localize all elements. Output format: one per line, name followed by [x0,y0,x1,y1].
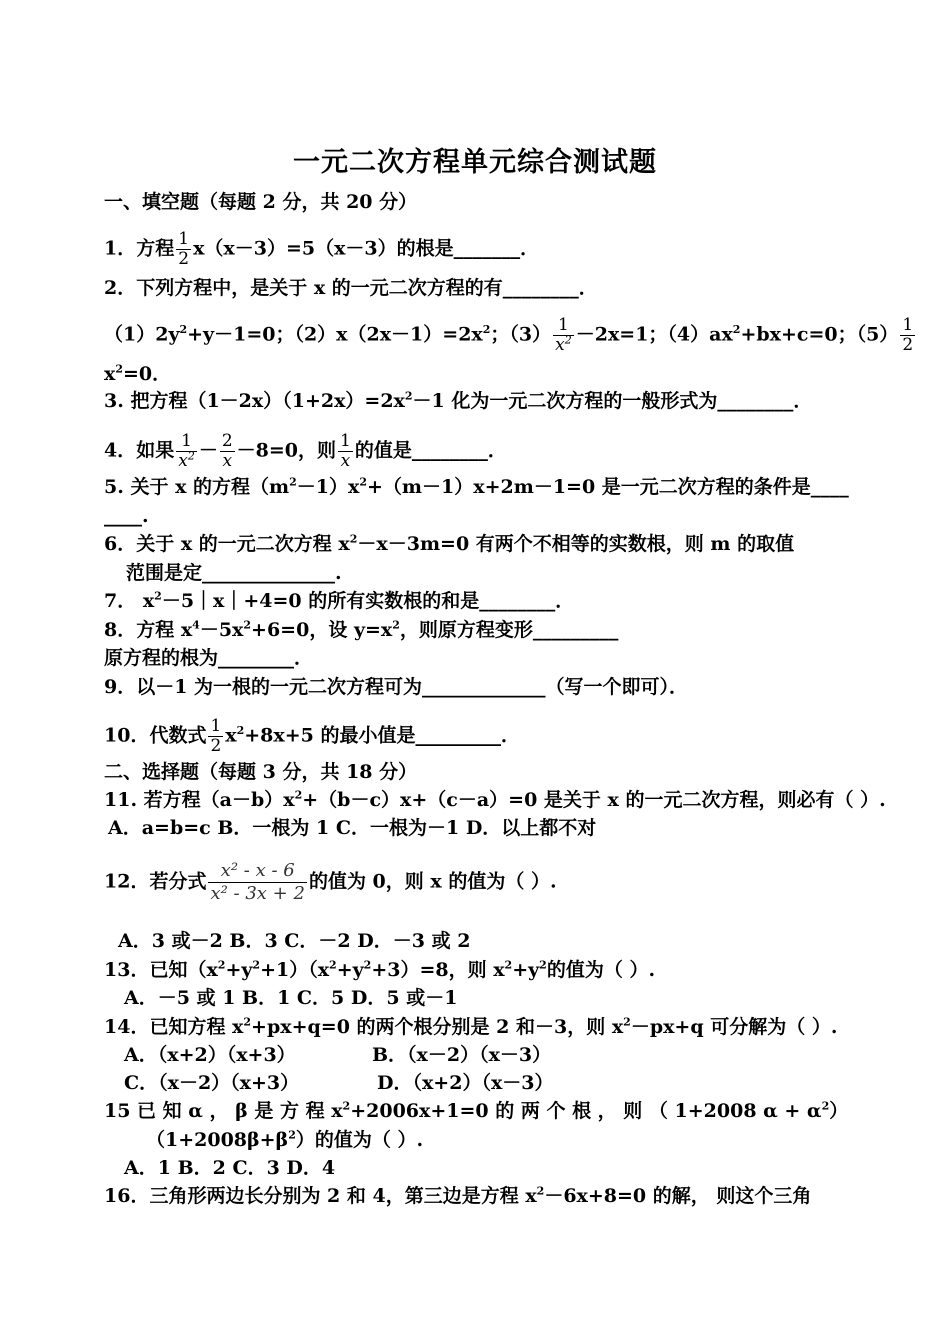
question-4: 4．如果 $\frac{1}{x^2}$ － $\frac{2}{x}$ －8=0，则 $\frac{1}{x}$ 的值是________． [104,431,507,471]
question-8: 8．方程 $x^4-5x^2+6=0$，设 $y=x^2$，则原方程变形_________ [104,618,619,641]
question-7: 7． $x^2-5|x|+4=0$ 的所有实数根的和是________． [104,589,575,612]
question-14-option-b: B．（x－2）（x－3） [372,1044,552,1066]
question-13: 13．已知$(x^2+y^2+1)(x^2+y^2+3)=8$，则 $x^2+y^2$的值为（ ）. [104,958,656,981]
fraction-one-over-x-squared: $\frac{1}{x^2}$ [555,315,572,355]
question-9: 9．以－1 为一根的一元二次方程可为_____________（写一个即可）． [104,676,689,698]
fraction-one-half: $\frac{1}{2}$ [178,229,190,269]
question-15: 15 已 知 α ， β 是 方 程 $x^2+2006x+1=0$ 的 两 个 根 ， 则 （ 1+2008 $\alpha + \alpha^2$） [104,1099,849,1122]
section-fill-blank-heading: 一、填空题（每题 2 分，共 20 分） [104,191,418,213]
fraction-one-over-x: $\frac{1}{x}$ [340,431,351,471]
question-12-options: A．3 或－2 B．3 C．－2 D．－3 或 2 [118,930,471,952]
question-11-options: A．a=b=c B．一根为 1 C．一根为－1 D．以上都不对 [108,817,597,839]
page-title: 一元二次方程单元综合测试题 [293,147,657,178]
fraction-one-half: $\frac{1}{2}$ [210,716,222,756]
question-10: 10．代数式 $\frac{1}{2}$ $x^2+8x+5$ 的最小值是_________． [104,716,520,756]
question-1: 1．方程 $\frac{1}{2}$ x（x－3）=5（x－3）的根是_______． [104,229,540,269]
question-15-options: A．1 B．2 C．3 D．4 [124,1157,336,1179]
question-14-option-a: A．（x+2）（x+3） [124,1044,296,1066]
question-2-options-tail: $x^2=0$． [104,362,172,385]
fraction-rational-expression: $\frac{\text{x² - x - 6}}{\text{x² - 3x + 2}}$ [210,860,305,904]
fraction-one-half: $\frac{1}{2}$ [902,315,914,355]
question-8-tail: 原方程的根为________． [104,647,314,669]
question-14-option-d: D．（x+2）（x－3） [377,1072,554,1094]
question-15-tail: $(1+2008\beta+\beta^2)$的值为（ ）. [146,1128,424,1151]
question-16: 16．三角形两边长分别为 2 和 4，第三边是方程 $x^2-6x+8=0$ 的解， 则这个三角 [104,1184,812,1207]
fraction-one-over-x-squared: $\frac{1}{x^2}$ [178,431,195,471]
question-2: 2．下列方程中，是关于 x 的一元二次方程的有________． [104,277,598,299]
question-13-options: A．－5 或 1 B．1 C．5 D．5 或－1 [124,987,458,1009]
question-14-option-c: C．（x－2）（x+3） [124,1072,300,1094]
question-6-tail: 范围是定______________. [126,562,342,584]
question-6: 6．关于 x 的一元二次方程 $x^2-x-3m=0$ 有两个不相等的实数根，则 m 的取值 [104,532,795,555]
fraction-two-over-x: $\frac{2}{x}$ [221,431,233,471]
question-11: 11. 若方程$(a-b)x^2+(b-c)x+(c-a)=0$ 是关于 x 的一元二次方程，则必有（ ）. [104,788,886,811]
question-5: 5. 关于 x 的方程$(m^2-1)x^2+(m-1)x+2m-1=0$ 是一元二次方程的条件是____ [104,475,849,498]
question-14: 14．已知方程 $x^2+px+q=0$ 的两个根分别是 2 和－3，则 $x^2-px+q$ 可分解为（ ）. [104,1015,838,1038]
question-12: 12．若分式 $\frac{\text{x² - x - 6}}{\text{x² - 3x + 2}}$ 的值为 0，则 x 的值为（ ）. [104,860,557,904]
question-2-options: $(1)2y^2+y-1=0$；$(2)x(2x-1)=2x^2$；（3） $\frac{1}{x^2}$ －2x=1；$(4)ax^2+bx+c=0$；（5） $\frac{1}{2}$ [104,315,914,355]
section-choice-heading: 二、选择题（每题 3 分，共 18 分） [104,761,418,783]
question-5-tail: ____. [104,505,149,527]
question-3: 3. 把方程$(1-2x)(1+2x)=2x^2-1$ 化为一元二次方程的一般形式为________． [104,389,813,412]
